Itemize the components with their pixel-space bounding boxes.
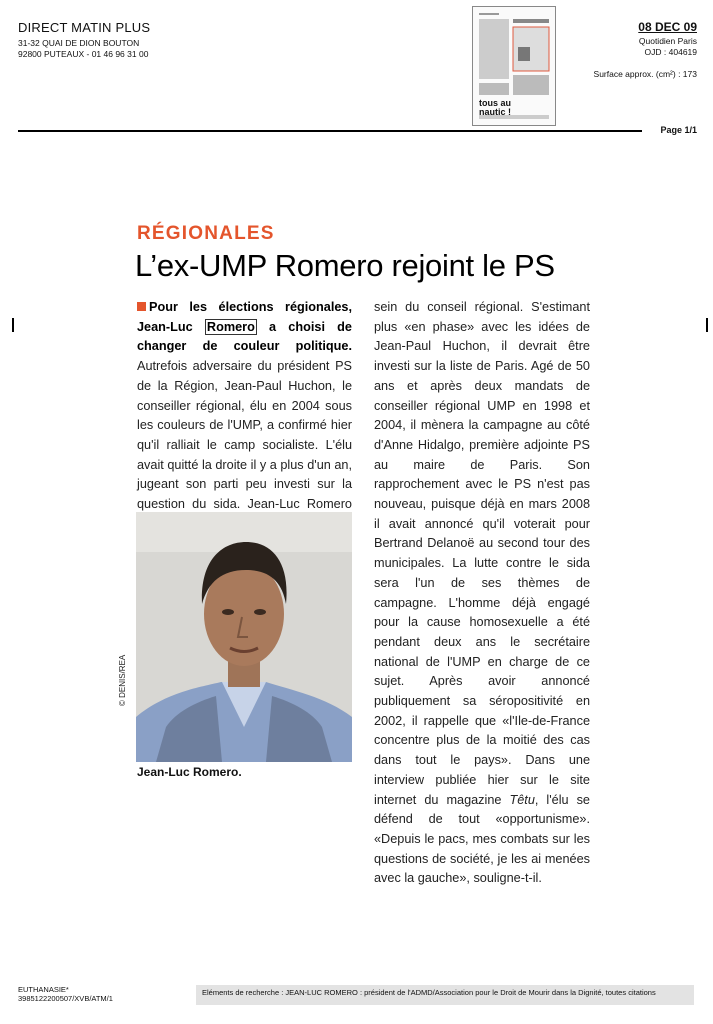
portrait-photo bbox=[136, 512, 352, 762]
portrait-graphic bbox=[136, 512, 352, 762]
thumbnail-text: tous au nautic ! bbox=[479, 98, 512, 117]
footer-topic: EUTHANASIE* bbox=[18, 985, 69, 994]
footer-search-text: Eléments de recherche : JEAN-LUC ROMERO : président de l'ADMD/Association pour le Droit de Mourir dans la Dignité, toutes citations bbox=[202, 988, 656, 997]
article-column-2 bbox=[374, 298, 590, 889]
bullet-square-icon bbox=[137, 302, 146, 311]
column-2-body-2: , l'élu se défend de tout «opportunisme». «Depuis le pacs, mes combats sur les questions de société, je les ai menées avec la gauche», souligne-t-il. bbox=[374, 792, 590, 886]
magazine-name: Têtu bbox=[509, 792, 535, 807]
column-2-body-1: sein du conseil régional. S'estimant plus «en phase» avec les idées de Jean-Paul Huchon, il devrait être investi sur la liste de Paris. Agé de 50 ans et après deux mandats de conseiller régional UMP en 1998 et 2004, il mènera la campagne au côté d'Anne Hidalgo, première adjointe PS au maire de Paris. Son rapprochement avec le PS n'est pas nouveau, puisque déjà en mars 2008 il avait annoncé qu'il voterait pour Bertrand Delanoë au second tour des municipales. La lutte contre le sida sera l'un de ses thèmes de campagne. L'homme déjà engagé pour la cause homosexuelle a été pendant deux ans le secrétaire national de l'UMP en charge de ce sujet. Après avoir annoncé publiquement sa séropositivité en 2002, il rappelle que «l'Ile-de-France concentre plus de la moitié des cas dans tout le pays». Dans une interview publiée hier sur le site internet du magazine bbox=[374, 300, 590, 807]
header-rule bbox=[18, 130, 642, 132]
address-line-2: 92800 PUTEAUX - 01 46 96 31 00 bbox=[18, 49, 149, 59]
publication-name: DIRECT MATIN PLUS bbox=[18, 20, 151, 35]
page-number: Page 1/1 bbox=[660, 125, 697, 135]
lead-text-2: a choisi de changer de couleur politique. bbox=[137, 319, 352, 354]
footer-search-bar bbox=[196, 985, 694, 1005]
right-margin-mark bbox=[706, 318, 708, 332]
address-line-1: 31-32 QUAI DE DION BOUTON bbox=[18, 38, 140, 48]
ojd-count: OJD : 404619 bbox=[644, 47, 697, 57]
article-kicker: RÉGIONALES bbox=[137, 223, 275, 244]
lead-text-1: Pour les élections régionales, Jean-Luc bbox=[137, 300, 352, 334]
left-margin-mark bbox=[12, 318, 14, 332]
article-headline: L’ex-UMP Romero rejoint le PS bbox=[135, 248, 555, 283]
column-1-body: Autrefois adversaire du président PS de la Région, Jean-Paul Huchon, le conseiller régional, élu en 2004 sous les couleurs de l'UMP, a confirmé hier qu'il ralliait le camp socialiste. L'élu avait quitté la droite il y a plus d'un an, jugeant son parti peu investi sur la question du sida. Jean-Luc Romero bbox=[137, 359, 352, 512]
footer-code: 3985122200507/XVB/ATM/1 bbox=[18, 994, 113, 1003]
frequency: Quotidien Paris bbox=[638, 36, 697, 46]
lead-name-highlight: Romero bbox=[206, 319, 255, 334]
photo-credit: © DENIS/REA bbox=[118, 654, 127, 706]
issue-date: 08 DEC 09 bbox=[638, 20, 697, 34]
page-thumbnail[interactable] bbox=[472, 6, 556, 126]
surface-area: Surface approx. (cm²) : 173 bbox=[593, 69, 697, 79]
photo-caption: Jean-Luc Romero. bbox=[137, 765, 242, 779]
footer-reference bbox=[18, 985, 113, 1003]
